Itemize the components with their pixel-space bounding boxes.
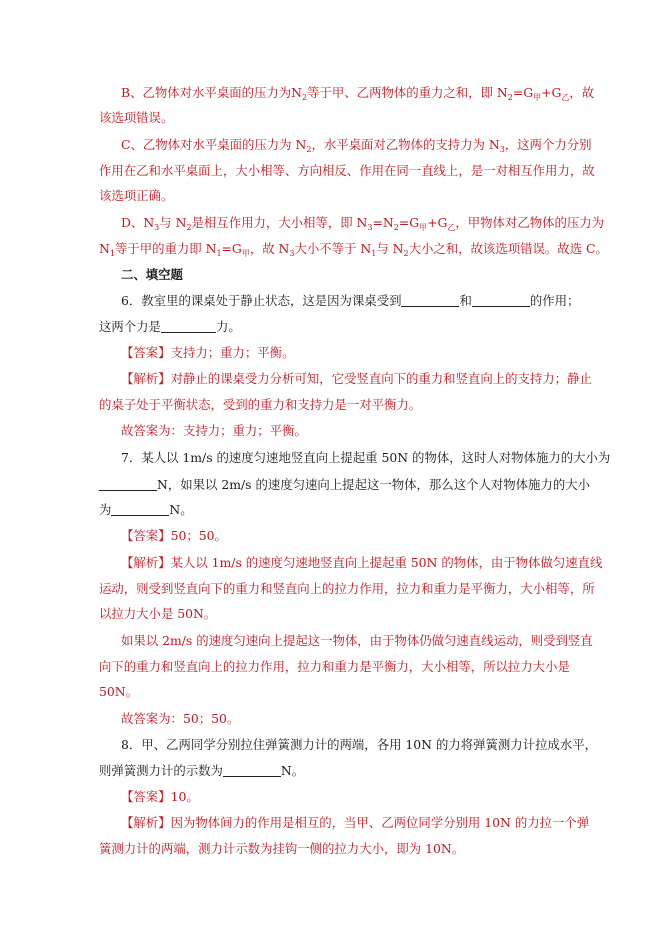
q7-analysis-line2: 运动，则受到竖直向下的重力和竖直向上的拉力作用，拉力和重力是平衡力，大小相等，所	[99, 581, 595, 596]
q7-stem-line2: N，如果以 2m/s 的速度匀速向上提起这一物体，那么这个人对物体施力的大小	[99, 477, 590, 493]
solution-c-line3: 该选项正确。	[99, 188, 174, 203]
q7-analysis-line4: 如果以 2m/s 的速度匀速向上提起这一物体，由于物体仍做匀速直线运动，则受到竖直	[121, 633, 593, 648]
q7-analysis-line3: 以拉力大小是 50N。	[99, 606, 217, 621]
q7-analysis-line5: 向下的重力和竖直向上的拉力作用，拉力和重力是平衡力，大小相等，所以拉力大小是	[99, 659, 570, 674]
q7-stem-line1: 7．某人以 1m/s 的速度匀速地竖直向上提起重 50N 的物体，这时人对物体施力的大小为	[121, 450, 611, 465]
q7-final: 故答案为：50；50。	[121, 711, 240, 726]
q6-blank-3	[161, 320, 216, 333]
q7-blank-1	[99, 478, 157, 491]
solution-c-line2: 作用在乙和水平桌面上，大小相等、方向相反、作用在同一直线上，是一对相互作用力，故	[99, 163, 595, 178]
q6-final: 故答案为：支持力；重力；平衡。	[121, 423, 307, 438]
q7-answer: 【答案】50；50。	[121, 528, 227, 543]
q8-stem-line2: 则弹簧测力计的示数为 N。	[99, 763, 305, 778]
solution-b-line2: 该选项错误。	[99, 110, 174, 125]
q8-blank-1	[223, 764, 281, 777]
solution-d-line2: $N_1$等于甲的重力即 $N_1=G_甲$，故 $N_3$大小不等于 $N_1$与 $N_2$大小之和，故该选项错误。故选 C。	[99, 241, 608, 258]
solution-c-line1: C、乙物体对水平桌面的压力为 $N_2$，水平桌面对乙物体的支持力为 $N_3$，这两个力分别	[121, 137, 592, 154]
solution-b-line1: B、乙物体对水平桌面的压力为$N_2$等于甲、乙两物体的重力之和，即 $N_2=G_甲+G_乙$，故	[121, 85, 595, 102]
q8-analysis-line1: 【解析】因为物体间力的作用是相互的，当甲、乙两位同学分别用 10N 的力拉一个弹	[121, 815, 590, 830]
q8-stem-line1: 8．甲、乙两同学分别拉住弹簧测力计的两端，各用 10N 的力将弹簧测力计拉成水平，	[121, 737, 598, 752]
q6-blank-1	[401, 294, 459, 307]
q6-analysis-line1: 【解析】对静止的课桌受力分析可知，它受竖直向下的重力和竖直向上的支持力；静止	[121, 371, 592, 386]
q6-blank-2	[472, 294, 530, 307]
q7-blank-2	[111, 503, 169, 516]
q6-answer: 【答案】支持力；重力；平衡。	[121, 345, 295, 360]
section-heading: 二、填空题	[121, 267, 183, 282]
q8-analysis-line2: 簧测力计的两端，测力计示数为挂钩一侧的拉力大小，即为 10N。	[99, 841, 465, 856]
q7-stem-line3: 为 N。	[99, 502, 193, 517]
q7-analysis-line6: 50N。	[99, 684, 138, 699]
q7-analysis-line1: 【解析】某人以 1m/s 的速度匀速地竖直向上提起重 50N 的物体，由于物体做匀速直线	[121, 555, 603, 570]
q8-answer: 【答案】10。	[121, 789, 199, 804]
q6-stem-line1: 6．教室里的课桌处于静止状态，这是因为课桌受到 和 的作用；	[121, 293, 580, 308]
solution-d-line1: D、$N_3$与 $N_2$是相互作用力，大小相等，即 $N_3=N_2=G_甲+G_乙$，甲物体对乙物体的压力为	[121, 215, 605, 232]
q6-analysis-line2: 的桌子处于平衡状态，受到的重力和支持力是一对平衡力。	[99, 397, 422, 412]
q6-stem-line2: 这两个力是 力。	[99, 319, 241, 334]
